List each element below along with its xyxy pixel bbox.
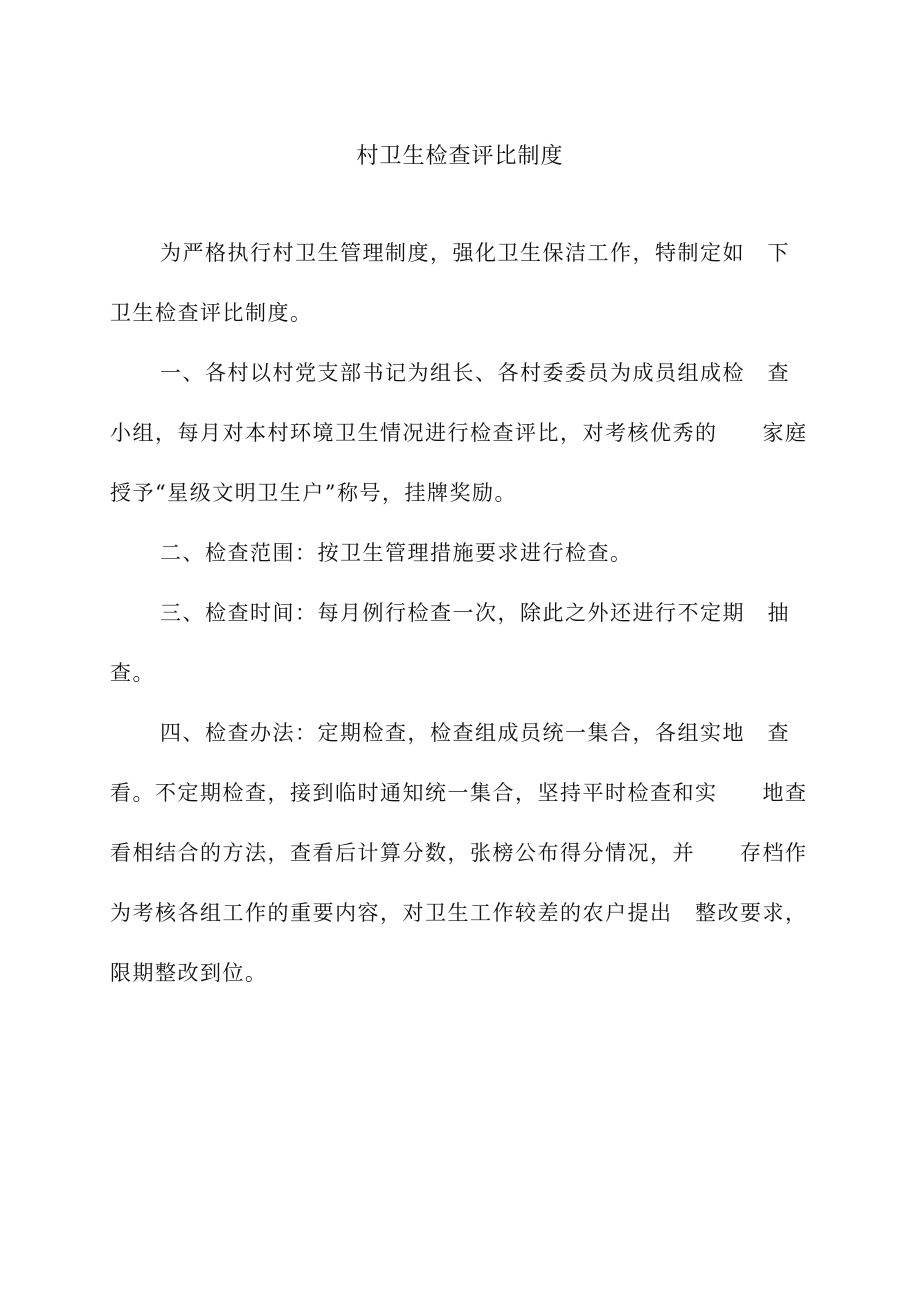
paragraph-section-2-line-1: 二、检查范围：按卫生管理措施要求进行检查。 xyxy=(160,541,633,565)
paragraph-section-4-line-3: 看相结合的方法，查看后计算分数，张榜公布得分情况，并 存档作 xyxy=(110,841,808,865)
paragraph-section-3-line-2: 查。 xyxy=(110,661,155,685)
paragraph-section-1-line-3: 授予“星级文明卫生户”称号，挂牌奖励。 xyxy=(110,481,517,505)
document-title: 村卫生检查评比制度 xyxy=(356,144,564,169)
paragraph-intro-line-1: 为严格执行村卫生管理制度，强化卫生保洁工作，特制定如 下 xyxy=(160,241,790,265)
paragraph-section-4-line-4: 为考核各组工作的重要内容，对卫生工作较差的农户提出 整改要求， xyxy=(110,901,808,925)
paragraph-section-1-line-2: 小组，每月对本村环境卫生情况进行检查评比，对考核优秀的 家庭 xyxy=(110,421,808,445)
paragraph-section-4-line-2: 看。不定期检查，接到临时通知统一集合，坚持平时检查和实 地查 xyxy=(110,781,808,805)
paragraph-intro-line-2: 卫生检查评比制度。 xyxy=(110,301,313,325)
paragraph-section-1-line-1: 一、各村以村党支部书记为组长、各村委委员为成员组成检 查 xyxy=(160,361,790,385)
paragraph-section-4-line-5: 限期整改到位。 xyxy=(110,961,268,985)
paragraph-section-3-line-1: 三、检查时间：每月例行检查一次，除此之外还进行不定期 抽 xyxy=(160,601,790,625)
paragraph-section-4-line-1: 四、检查办法：定期检查，检查组成员统一集合，各组实地 查 xyxy=(160,721,790,745)
